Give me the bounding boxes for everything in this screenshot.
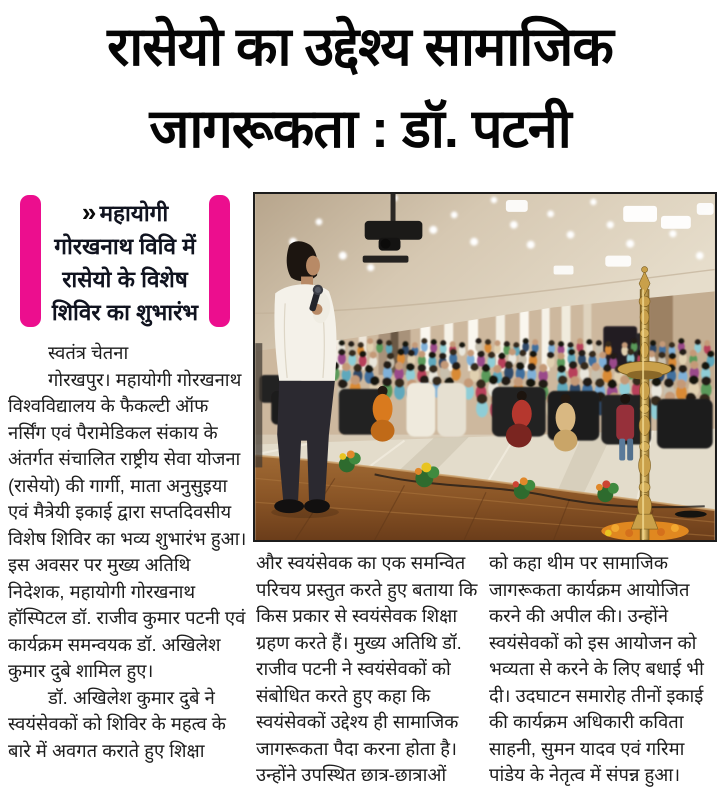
body-column-2	[256, 550, 487, 789]
column1-paragraph-2: डॉ. अखिलेश कुमार दुबे ने स्वयंसेवकों को शिविर के महत्व के बारे में अवगत कराते हुए शिक्षा	[8, 686, 226, 761]
double-chevron-icon: »	[81, 197, 94, 227]
handheld-mic-on-floor	[675, 511, 707, 518]
highlight-text-label: महायोगी गोरखनाथ विवि में रासेयो के विशेष शिविर का शुभारंभ	[51, 201, 199, 325]
speaker-shoe	[304, 499, 330, 513]
body-column-1	[8, 340, 249, 764]
auditorium-scene	[255, 194, 715, 540]
column2-paragraph: और स्वयंसेवक का एक समन्वित परिचय प्रस्तुत करते हुए बताया कि किस प्रकार से स्वयंसेवक शिक्षा ग्रहण करते हैं। मुख्य अतिथि डॉ. राजीव पटनी ने स्वयंसेवकों को संबोधित करते हुए कहा कि स्वयंसेवकों उद्देश्य ही सामाजिक जागरूकता पैदा करना होता है। उन्होंने उपस्थित छात्र-छात्राओं	[256, 552, 478, 785]
headline-line-1: रासेयो का उद्देश्य सामाजिक	[107, 17, 613, 77]
event-photo	[253, 192, 717, 542]
speaker-shoe	[274, 499, 304, 513]
byline: स्वतंत्र चेतना	[48, 342, 129, 363]
highlight-left-bar	[20, 195, 41, 327]
column1-paragraph-1: गोरखपुर। महायोगी गोरखनाथ विश्वविद्यालय के फैकल्टी ऑफ नर्सिंग एवं पैरामेडिकल संकाय के अंतर्गत संचालित राष्ट्रीय सेवा योजना (रासेयो) की गार्गी, माता अनुसुइया एवं मैत्रेयी इकाई द्वारा सप्तदिवसीय विशेष शिविर का भव्य शुभारंभ हुआ। इस अवसर पर मुख्य अतिथि निदेशक, महायोगी गोरखनाथ हॉस्पिटल डॉ. राजीव कुमार पटनी एवं कार्यक्रम समन्वयक डॉ. अखिलेश कुमार दुबे शामिल हुए।	[8, 368, 247, 681]
column3-paragraph: को कहा थीम पर सामाजिक जागरूकता कार्यक्रम आयोजित करने की अपील की। उन्होंने स्वयंसेवकों को इस आयोजन को भव्यता से करने के लिए बधाई भी दी। उदघाटन समारोह तीनों इकाई की कार्यक्रम अधिकारी कविता साहनी, सुमन यादव एवं गरिमा पांडेय के नेतृत्व में संपन्न हुआ।	[489, 552, 704, 785]
headline-line-2: जागरूकता : डॉ. पटनी	[149, 99, 571, 159]
highlight-box	[20, 195, 230, 327]
article-headline	[0, 6, 720, 170]
left-wall-edge	[255, 343, 262, 467]
body-column-3	[489, 550, 718, 789]
highlight-right-bar	[209, 195, 230, 327]
highlight-text	[43, 196, 207, 329]
